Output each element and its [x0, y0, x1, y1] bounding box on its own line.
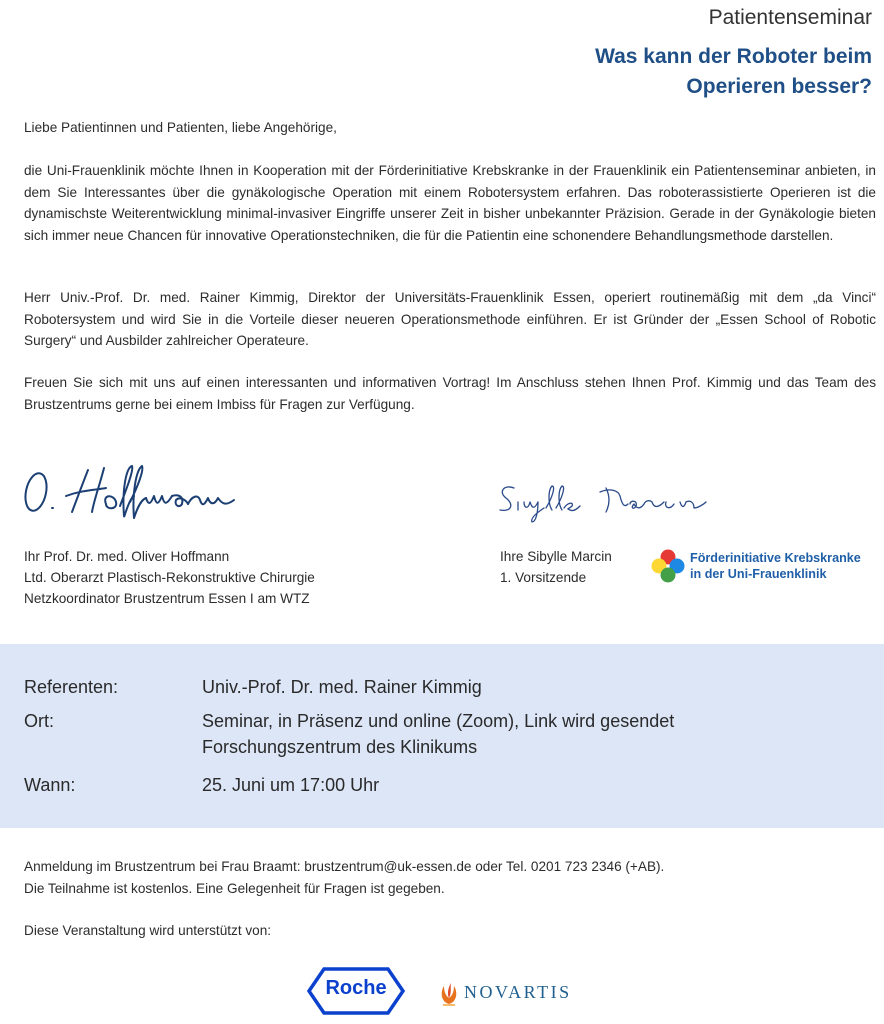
- foerderinitiative-logo-text: [690, 550, 861, 582]
- event-place-line1: Seminar, in Präsenz und online (Zoom), Link wird gesendet: [202, 711, 675, 731]
- event-speaker-label: Referenten:: [24, 677, 119, 697]
- event-speaker-value: Univ.-Prof. Dr. med. Rainer Kimmig: [202, 677, 482, 697]
- event-when-value: 25. Juni um 17:00 Uhr: [202, 775, 380, 795]
- letter-paragraph-1: die Uni-Frauenklinik möchte Ihnen in Kooperation mit der Förderinitiative Krebskranke in der Frauenklinik ein Patientenseminar anbieten, in dem Sie Interessantes über die gynäkologische Operation mit einem Robotersystem erfahren. Das roboterassistierte Operieren ist die dynamischste Weiterentwicklung minimal-invasiver Eingriffe unserer Zeit in bisher unbekannter Präzision. Gerade in der Gynäkologie bieten sich immer neue Chancen für innovative Operationstechniken, die für die Patientin eine schonendere Behandlungsmethode darstellen.: [24, 163, 876, 243]
- foerderinitiative-logo-icon: [650, 548, 686, 584]
- letter-paragraph-2: Herr Univ.-Prof. Dr. med. Rainer Kimmig, Direktor der Universitäts-Frauenklinik Essen, operiert routinemäßig mit dem „da Vinci“ Robotersystem und wird Sie in die Vorteile dieser neueren Operationsmethode einführen. Er ist Gründer der „Essen School of Robotic Surgery“ und Ausbilder zahlreicher Operateure.: [24, 290, 876, 349]
- signature-marcin: [494, 478, 724, 526]
- signatory-right: [500, 546, 612, 588]
- signatory-right-role: 1. Vorsitzende: [500, 570, 587, 585]
- event-place-value: [202, 708, 852, 760]
- signatory-left-role-2: Netzkoordinator Brustzentrum Essen I am WTZ: [24, 591, 310, 606]
- signatory-left: [24, 546, 315, 609]
- novartis-logo: [438, 978, 598, 1008]
- registration-note: Anmeldung im Brustzentrum bei Frau Braamt: brustzentrum@uk-essen.de oder Tel. 0201 723 2346 (+AB).: [24, 859, 665, 874]
- event-place-line2: Forschungszentrum des Klinikums: [202, 737, 478, 757]
- foerderinitiative-logo-line1: Förderinitiative Krebskranke: [690, 551, 861, 565]
- signature-hoffmann: [22, 460, 252, 522]
- participation-note: Die Teilnahme ist kostenlos. Eine Gelegenheit für Fragen ist gegeben.: [24, 881, 445, 896]
- event-title-line2: Operieren besser?: [686, 75, 872, 98]
- signatory-left-name: Ihr Prof. Dr. med. Oliver Hoffmann: [24, 549, 230, 564]
- roche-logo-text: Roche: [325, 977, 387, 999]
- signatory-left-role: Ltd. Oberarzt Plastisch-Rekonstruktive Chirurgie: [24, 570, 315, 585]
- sponsors-label: Diese Veranstaltung wird unterstützt von:: [24, 923, 272, 938]
- letter-paragraph-3: Freuen Sie sich mit uns auf einen interessanten und informativen Vortrag! Im Anschluss stehen Ihnen Prof. Kimmig und das Team des Brustzentrums gerne bei einem Imbiss für Fragen zur Verfügung.: [24, 375, 876, 412]
- event-kicker: Patientenseminar: [708, 6, 872, 29]
- event-when-label: Wann:: [24, 775, 76, 795]
- event-title-line1: Was kann der Roboter beim: [595, 45, 872, 68]
- letter-salutation: Liebe Patientinnen und Patienten, liebe Angehörige,: [24, 120, 337, 135]
- novartis-flame-icon: [438, 978, 460, 1008]
- foerderinitiative-logo: [650, 548, 880, 588]
- signatory-right-name: Ihre Sibylle Marcin: [500, 549, 612, 564]
- event-place-label: Ort:: [24, 711, 54, 731]
- event-info-box: [0, 644, 884, 828]
- roche-logo: [306, 966, 406, 1016]
- novartis-logo-text: NOVARTIS: [464, 982, 572, 1002]
- event-title: [372, 42, 872, 102]
- foerderinitiative-logo-line2: in der Uni-Frauenklinik: [690, 567, 827, 581]
